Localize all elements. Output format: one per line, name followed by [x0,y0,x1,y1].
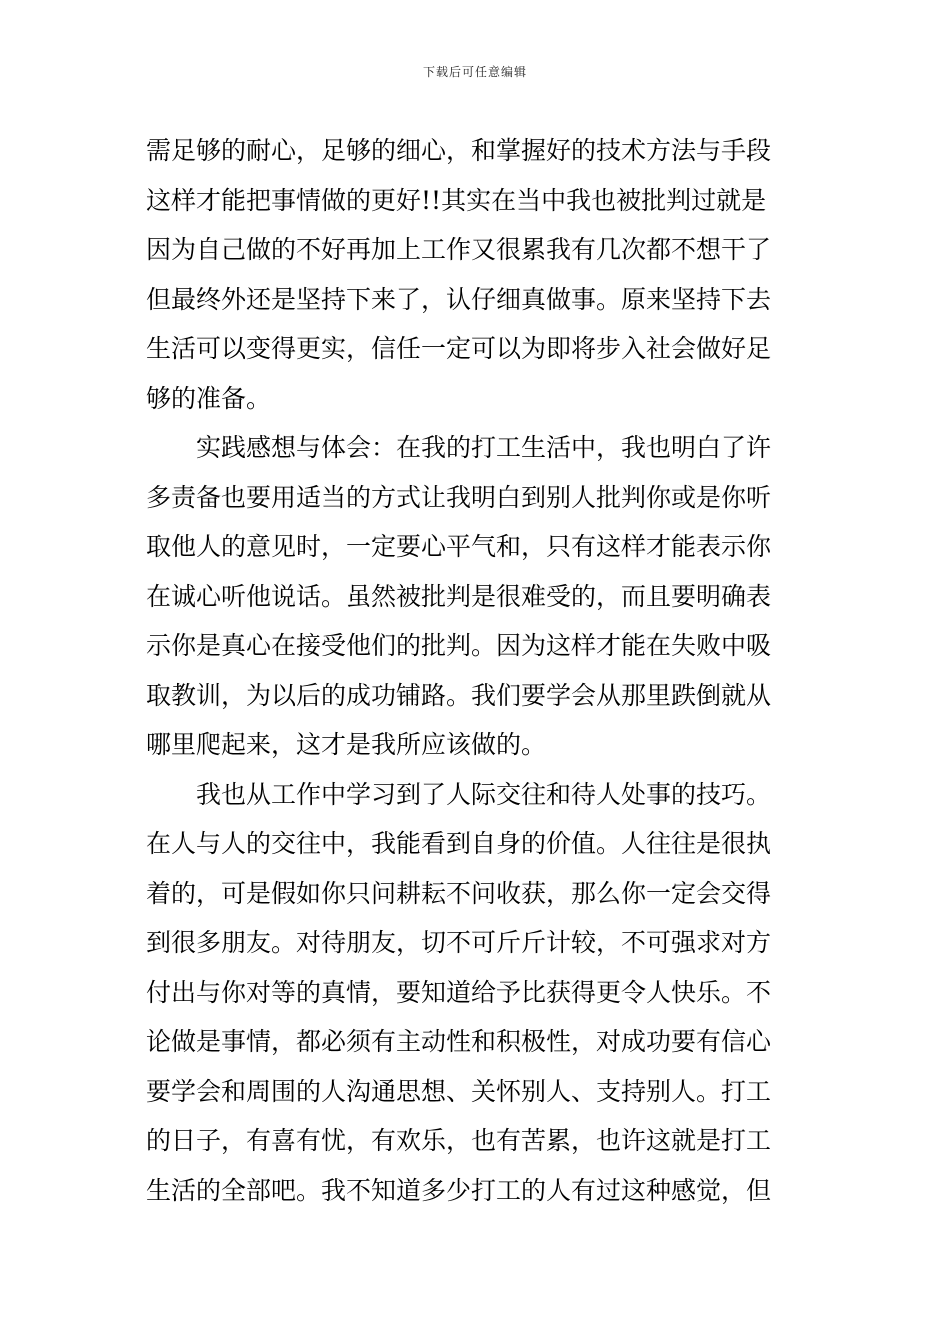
text-line: 生活的全部吧。我不知道多少打工的人有过这种感觉，但 [146,1175,772,1205]
text-line: 示你是真心在接受他们的批判。因为这样才能在失败中吸 [146,631,772,660]
text-line: 取他人的意见时，一定要心平气和，只有这样才能表示你 [146,532,772,561]
text-line: 够的准备。 [146,383,272,413]
document-body [146,126,808,1215]
text-line: 需足够的耐心，足够的细心，和掌握好的技术方法与手段 [146,136,772,165]
text-line: 论做是事情，都必须有主动性和积极性，对成功要有信心 [146,1027,772,1056]
paragraph-first-line: 实践感想与体会：在我的打工生活中，我也明白了许 [196,433,772,462]
text-line: 因为自己做的不好再加上工作又很累我有几次都不想干了 [146,235,772,264]
text-line: 这样才能把事情做的更好!!其实在当中我也被批判过就是 [146,185,767,215]
text-line: 取教训，为以后的成功铺路。我们要学会从那里跌倒就从 [146,680,772,710]
text-line: 多责备也要用适当的方式让我明白到别人批判你或是你听 [146,482,772,512]
text-line: 但最终外还是坚持下来了，认仔细真做事。原来坚持下去 [146,284,772,314]
paragraph-first-line: 我也从工作中学习到了人际交往和待人处事的技巧。 [196,779,772,809]
text-line: 在人与人的交往中，我能看到自身的价值。人往往是很执 [146,829,772,858]
page-header: 下载后可任意编辑 [422,65,527,79]
text-line: 在诚心听他说话。虽然被批判是很难受的，而且要明确表 [146,581,772,611]
text-line: 的日子，有喜有忧，有欢乐，也有苦累，也许这就是打工 [146,1126,772,1155]
text-line: 到很多朋友。对待朋友，切不可斤斤计较，不可强求对方 [146,928,772,957]
text-line: 哪里爬起来，这才是我所应该做的。 [146,730,547,759]
text-line: 要学会和周围的人沟通思想、关怀别人、支持别人。打工 [146,1076,772,1106]
text-line: 付出与你对等的真情，要知道给予比获得更令人快乐。不 [146,977,772,1007]
text-line: 着的，可是假如你只问耕耘不问收获，那么你一定会交得 [146,878,772,908]
text-line: 生活可以变得更实，信任一定可以为即将步入社会做好足 [146,334,772,363]
